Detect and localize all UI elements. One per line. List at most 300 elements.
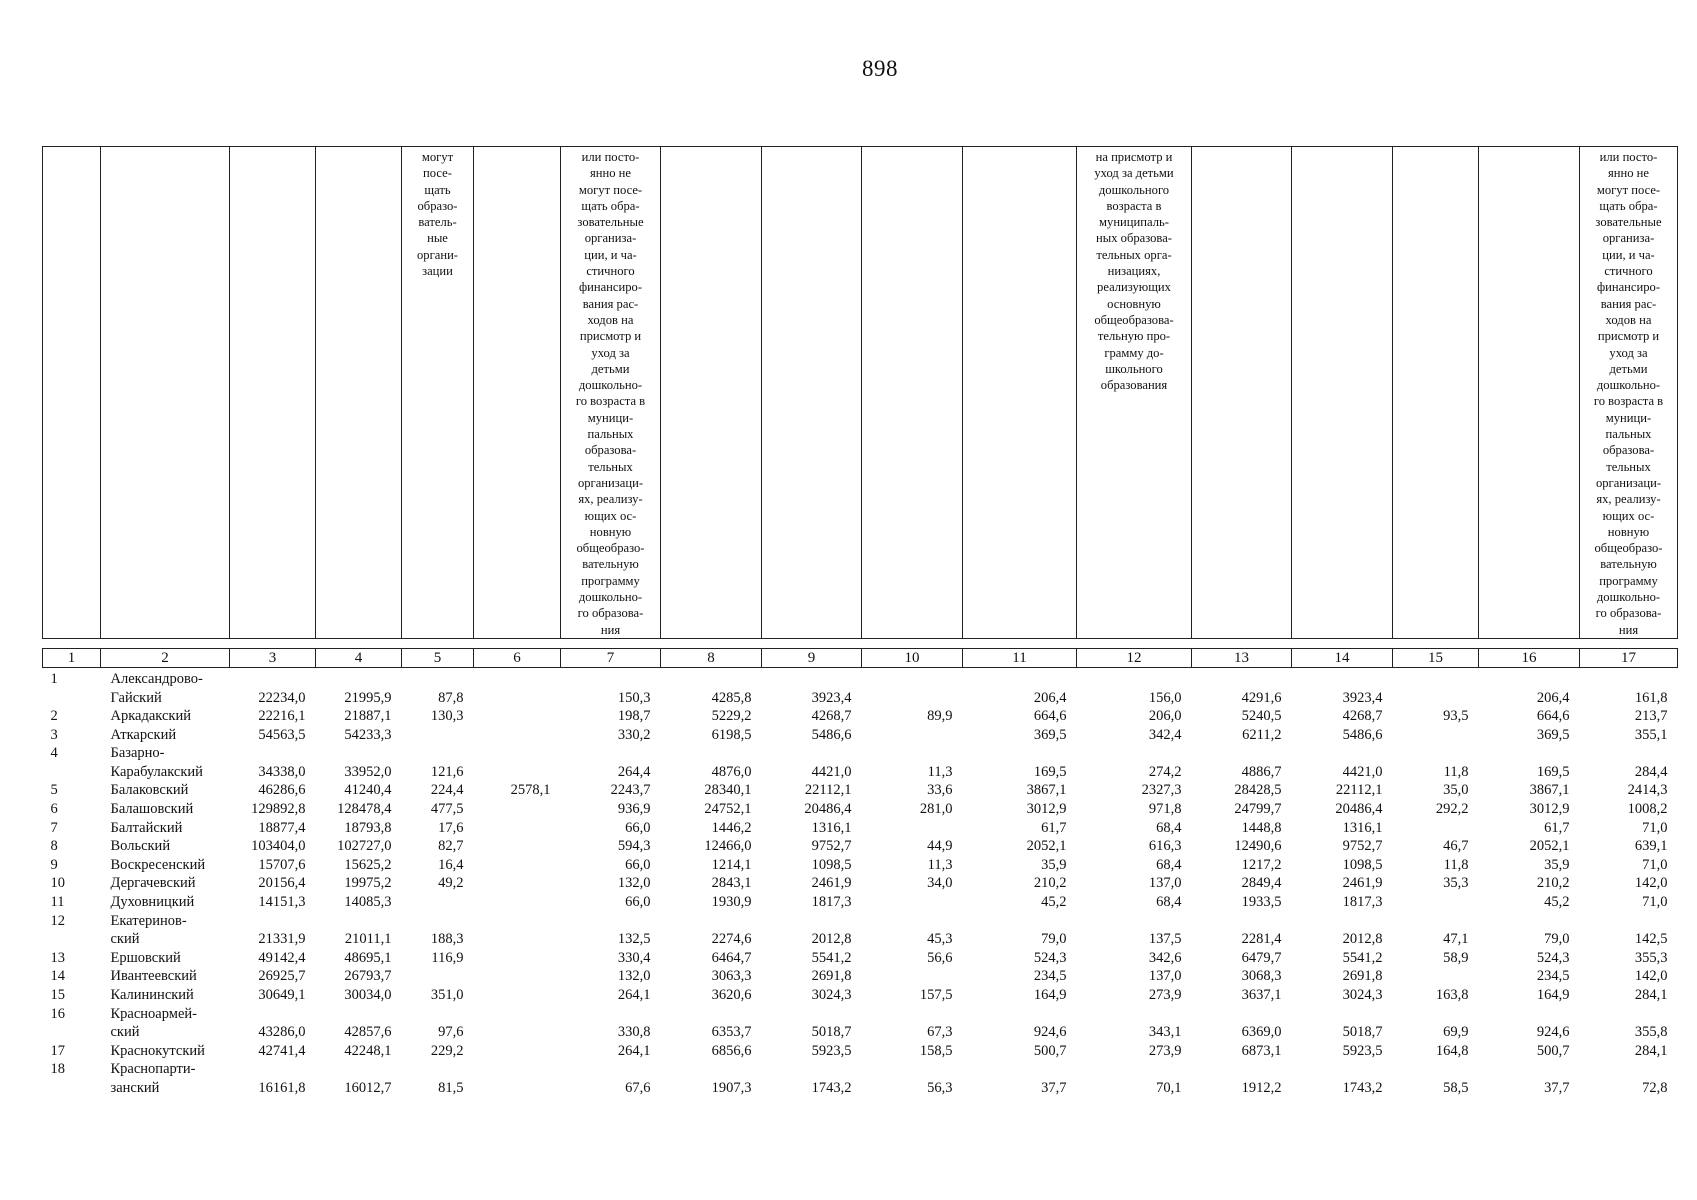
row-number: 2 <box>50 708 58 725</box>
column-number: 10 <box>862 648 963 667</box>
table-row <box>43 781 1678 800</box>
table-cell <box>1292 744 1393 763</box>
table-cell <box>963 667 1077 688</box>
table-cell: 1316,1 <box>811 819 852 836</box>
district-name: Краснокутский <box>110 1042 205 1059</box>
table-cell: 68,4 <box>1156 856 1182 873</box>
table-cell: 11,3 <box>927 856 953 873</box>
table-cell: 16,4 <box>438 856 464 873</box>
table-cell <box>1077 1060 1192 1079</box>
table-cell: 72,8 <box>1642 1079 1668 1096</box>
table-cell: 1912,2 <box>1241 1079 1282 1096</box>
column-number: 9 <box>762 648 862 667</box>
table-cell: 2849,4 <box>1241 875 1282 892</box>
table-cell <box>474 1079 561 1098</box>
table-cell: 206,4 <box>1536 689 1570 706</box>
table-cell <box>402 744 474 763</box>
table-cell: 1817,3 <box>811 894 852 911</box>
table-cell <box>1580 667 1678 688</box>
table-cell: 355,8 <box>1634 1024 1668 1041</box>
table-cell: 66,0 <box>625 856 651 873</box>
table-cell: 1214,1 <box>711 856 752 873</box>
table-cell: 224,4 <box>430 782 464 799</box>
table-cell: 1817,3 <box>1342 894 1383 911</box>
budget-table <box>42 146 1677 1098</box>
table-cell <box>316 912 402 931</box>
table-cell: 22112,1 <box>804 782 852 799</box>
table-cell: 66,0 <box>625 819 651 836</box>
table-cell <box>561 1060 661 1079</box>
table-cell: 3923,4 <box>1342 689 1383 706</box>
header-cell <box>1192 147 1292 639</box>
table-cell <box>1580 744 1678 763</box>
table-cell: 97,6 <box>438 1024 464 1041</box>
table-cell: 70,1 <box>1156 1079 1182 1096</box>
table-cell <box>1192 744 1292 763</box>
district-name: ский <box>110 931 140 948</box>
table-cell <box>402 1005 474 1024</box>
table-cell <box>862 819 963 838</box>
column-number: 2 <box>101 648 230 667</box>
table-cell: 6873,1 <box>1241 1042 1282 1059</box>
table-row <box>43 819 1678 838</box>
district-name: Александрово- <box>110 670 203 687</box>
header-cell <box>101 147 230 639</box>
table-cell <box>561 912 661 931</box>
table-cell: 234,5 <box>1033 968 1067 985</box>
table-cell: 292,2 <box>1435 801 1469 818</box>
table-cell: 2843,1 <box>711 875 752 892</box>
district-name: Карабулакский <box>110 763 203 780</box>
row-number: 13 <box>50 949 65 966</box>
table-cell <box>402 1060 474 1079</box>
table-body <box>43 667 1678 1097</box>
header-text-col5: могут посе- щать образо- ватель- ные органи- зации <box>416 150 459 279</box>
table-cell <box>316 1005 402 1024</box>
table-cell: 43286,0 <box>258 1024 306 1041</box>
table-row <box>43 912 1678 931</box>
table-cell <box>1393 689 1479 708</box>
column-number: 16 <box>1479 648 1580 667</box>
table-cell: 56,3 <box>927 1079 953 1096</box>
table-cell: 5541,2 <box>811 949 852 966</box>
table-cell: 1743,2 <box>1342 1079 1383 1096</box>
table-cell: 264,4 <box>617 763 651 780</box>
table-cell <box>1479 744 1580 763</box>
table-cell: 34338,0 <box>258 763 306 780</box>
table-cell: 137,0 <box>1148 875 1182 892</box>
table-cell: 273,9 <box>1148 987 1182 1003</box>
table-cell <box>862 667 963 688</box>
row-number: 3 <box>50 726 58 743</box>
table-cell: 6211,2 <box>1242 726 1282 743</box>
column-number: 11 <box>963 648 1077 667</box>
district-name: Красноармей- <box>110 1005 197 1022</box>
table-cell: 369,5 <box>1033 726 1067 743</box>
column-number: 12 <box>1077 648 1192 667</box>
table-cell: 142,0 <box>1634 968 1668 985</box>
district-name: Балашовский <box>110 801 194 818</box>
table-cell <box>474 726 561 745</box>
table-cell: 68,4 <box>1156 819 1182 836</box>
table-cell: 188,3 <box>430 931 464 948</box>
header-cell <box>963 147 1077 639</box>
table-cell: 2052,1 <box>1026 838 1067 855</box>
table-row <box>43 1079 1678 1098</box>
table-cell <box>661 1060 762 1079</box>
table-cell: 37,7 <box>1544 1079 1570 1096</box>
table-cell <box>474 819 561 838</box>
table-cell: 42857,6 <box>344 1024 392 1041</box>
table-cell <box>661 667 762 688</box>
table-cell: 500,7 <box>1033 1042 1067 1059</box>
table-cell: 45,2 <box>1544 894 1570 911</box>
table-cell: 21011,1 <box>344 931 392 948</box>
table-cell <box>963 1060 1077 1079</box>
table-cell: 2414,3 <box>1627 782 1668 799</box>
row-number <box>43 763 101 782</box>
row-number <box>43 930 101 949</box>
table-row <box>43 1042 1678 1061</box>
table-cell: 4421,0 <box>1342 763 1383 780</box>
table-cell <box>474 930 561 949</box>
table-cell <box>474 667 561 688</box>
district-name: Балаковский <box>110 782 189 799</box>
table-cell: 5541,2 <box>1342 949 1383 966</box>
table-cell: 229,2 <box>430 1042 464 1059</box>
row-number: 8 <box>50 838 58 855</box>
table-cell: 3867,1 <box>1529 782 1570 799</box>
table-cell: 264,1 <box>617 1042 651 1059</box>
table-cell <box>862 1005 963 1024</box>
table-cell: 4285,8 <box>711 689 752 706</box>
district-name: Краснопарти- <box>110 1061 196 1078</box>
table-cell: 19975,2 <box>344 875 392 892</box>
table-cell: 2461,9 <box>811 875 852 892</box>
table-cell: 54233,3 <box>344 726 392 743</box>
district-name: Ивантеевский <box>110 968 197 985</box>
header-cell <box>316 147 402 639</box>
table-row <box>43 707 1678 726</box>
table-cell: 1446,2 <box>711 819 752 836</box>
table-cell <box>402 726 474 745</box>
row-number <box>43 689 101 708</box>
table-cell: 150,3 <box>617 689 651 706</box>
table-cell: 1098,5 <box>811 856 852 873</box>
table-cell: 206,4 <box>1033 689 1067 706</box>
table-cell: 49,2 <box>438 875 464 892</box>
table-cell <box>1192 1060 1292 1079</box>
table-cell: 61,7 <box>1544 819 1570 836</box>
table-cell: 4886,7 <box>1241 763 1282 780</box>
table-cell: 22112,1 <box>1335 782 1383 799</box>
table-cell <box>1292 912 1393 931</box>
table-cell: 41240,4 <box>344 782 392 799</box>
table-cell: 44,9 <box>927 838 953 855</box>
table-cell: 4876,0 <box>711 763 752 780</box>
column-number: 4 <box>316 648 402 667</box>
table-row <box>43 667 1678 688</box>
table-cell: 69,9 <box>1443 1024 1469 1041</box>
column-number: 8 <box>661 648 762 667</box>
table-cell: 24799,7 <box>1234 801 1282 818</box>
table-cell <box>1393 726 1479 745</box>
table-cell: 664,6 <box>1536 708 1570 725</box>
table-cell: 1907,3 <box>711 1079 752 1096</box>
table-cell: 66,0 <box>625 894 651 911</box>
table-cell: 342,6 <box>1148 949 1182 966</box>
table-cell <box>1479 667 1580 688</box>
table-cell: 45,2 <box>1041 894 1067 911</box>
table-cell: 130,3 <box>430 708 464 725</box>
table-cell <box>474 874 561 893</box>
column-number: 1 <box>43 648 101 667</box>
table-cell <box>561 1005 661 1024</box>
table-cell: 5240,5 <box>1241 708 1282 725</box>
table-cell: 132,0 <box>617 968 651 985</box>
table-cell: 21995,9 <box>344 689 392 706</box>
table-cell: 129892,8 <box>251 801 306 818</box>
table-cell <box>963 1005 1077 1024</box>
table-cell: 16161,8 <box>258 1079 306 1096</box>
row-number: 10 <box>50 875 65 892</box>
table-cell <box>402 893 474 912</box>
table-cell: 198,7 <box>617 708 651 725</box>
table-cell: 58,5 <box>1443 1079 1469 1096</box>
table-cell: 6464,7 <box>711 949 752 966</box>
table-cell <box>230 912 316 931</box>
table-cell <box>230 1005 316 1024</box>
table-cell <box>474 1042 561 1061</box>
table-cell: 3068,3 <box>1241 968 1282 985</box>
table-cell: 2012,8 <box>1342 931 1383 948</box>
table-cell: 1217,2 <box>1241 856 1282 873</box>
table-cell: 210,2 <box>1536 875 1570 892</box>
table-cell: 164,9 <box>1536 987 1570 1003</box>
table-cell: 369,5 <box>1536 726 1570 743</box>
table-cell <box>1393 893 1479 912</box>
table-row <box>43 967 1678 986</box>
table-cell: 4291,6 <box>1241 689 1282 706</box>
table-cell: 524,3 <box>1536 949 1570 966</box>
table-cell <box>762 744 862 763</box>
table-row <box>43 1023 1678 1042</box>
table-cell: 67,3 <box>927 1024 953 1041</box>
table-cell: 281,0 <box>919 801 953 818</box>
table-cell: 93,5 <box>1443 708 1469 725</box>
table-cell: 971,8 <box>1148 801 1182 818</box>
table-cell: 4268,7 <box>811 708 852 725</box>
table-row <box>43 744 1678 763</box>
table-cell: 37,7 <box>1041 1079 1067 1096</box>
table-row <box>43 856 1678 875</box>
table-cell: 273,9 <box>1148 1042 1182 1059</box>
table-cell <box>1192 667 1292 688</box>
table-cell: 6198,5 <box>711 726 752 743</box>
table-cell <box>1192 1005 1292 1024</box>
table-cell: 616,3 <box>1148 838 1182 855</box>
table-cell: 46,7 <box>1443 838 1469 855</box>
table-cell: 54563,5 <box>258 726 306 743</box>
table-cell: 116,9 <box>431 949 464 966</box>
district-name: Духовницкий <box>110 894 195 911</box>
table-cell: 524,3 <box>1033 949 1067 966</box>
table-cell: 3923,4 <box>811 689 852 706</box>
table-row <box>43 874 1678 893</box>
table-cell <box>402 967 474 986</box>
table-cell: 2012,8 <box>811 931 852 948</box>
table-cell: 477,5 <box>430 801 464 818</box>
table-cell: 639,1 <box>1634 838 1668 855</box>
table-cell: 936,9 <box>617 801 651 818</box>
table-row <box>43 893 1678 912</box>
table-cell <box>1077 744 1192 763</box>
row-number: 18 <box>50 1061 65 1078</box>
table-cell: 61,7 <box>1041 819 1067 836</box>
table-cell: 284,4 <box>1634 763 1668 780</box>
table-cell: 2461,9 <box>1342 875 1383 892</box>
district-name: Балтайский <box>110 819 183 836</box>
column-number: 14 <box>1292 648 1393 667</box>
header-text-col17: или посто- янно не могут посе- щать обра- зовательные организа- ции, и ча- стичного финансиро- вания рас- ходов на присмотр и уход за детьми дошкольно- го возраста в муници- пальных образова- тельных организаци- ях, реализу- ющих ос- новную общеобразо- вательную программу дошкольно- го образова- ния <box>1593 150 1664 637</box>
column-number: 7 <box>561 648 661 667</box>
table-cell <box>474 856 561 875</box>
header-cell <box>1292 147 1393 639</box>
table-cell: 3024,3 <box>811 987 852 1003</box>
table-cell: 164,9 <box>1033 987 1067 1003</box>
table-cell <box>1393 819 1479 838</box>
table-cell: 355,3 <box>1634 949 1668 966</box>
district-name: занский <box>110 1079 160 1096</box>
row-number: 4 <box>50 745 58 762</box>
header-cell <box>230 147 316 639</box>
table-cell <box>474 893 561 912</box>
table-cell: 284,1 <box>1634 1042 1668 1059</box>
table-cell <box>1077 667 1192 688</box>
column-number: 17 <box>1580 648 1678 667</box>
table-cell: 1008,2 <box>1627 801 1668 818</box>
table-cell: 5923,5 <box>811 1042 852 1059</box>
table-cell: 6369,0 <box>1241 1024 1282 1041</box>
table-cell <box>474 744 561 763</box>
table-cell <box>474 763 561 782</box>
table-cell <box>474 967 561 986</box>
table-cell: 17,6 <box>438 819 464 836</box>
table-cell: 2691,8 <box>811 968 852 985</box>
table-cell: 35,9 <box>1544 856 1570 873</box>
table-cell: 2578,1 <box>510 782 551 799</box>
row-number: 9 <box>50 856 58 873</box>
table-cell: 33952,0 <box>344 763 392 780</box>
table-cell: 2052,1 <box>1529 838 1570 855</box>
table-cell: 6479,7 <box>1241 949 1282 966</box>
table-cell: 234,5 <box>1536 968 1570 985</box>
header-cell-col17 <box>1580 147 1678 639</box>
table-cell: 30649,1 <box>258 987 306 1003</box>
row-number: 1 <box>50 670 58 687</box>
table-cell: 137,5 <box>1148 931 1182 948</box>
table-cell: 1316,1 <box>1342 819 1383 836</box>
table-cell <box>316 744 402 763</box>
table-cell: 67,6 <box>625 1079 651 1096</box>
table-cell: 6353,7 <box>711 1024 752 1041</box>
table-cell <box>474 1023 561 1042</box>
table-cell <box>474 912 561 931</box>
table-cell <box>474 689 561 708</box>
table-cell <box>661 744 762 763</box>
table-cell <box>402 912 474 931</box>
table-cell: 35,3 <box>1443 875 1469 892</box>
table-row <box>43 800 1678 819</box>
table-cell: 264,1 <box>617 987 651 1003</box>
table-cell <box>230 1060 316 1079</box>
table-cell: 22234,0 <box>258 689 306 706</box>
table-row <box>43 689 1678 708</box>
table-cell: 1448,8 <box>1241 819 1282 836</box>
row-number: 15 <box>50 987 65 1003</box>
table-cell <box>474 949 561 968</box>
table-cell <box>1393 967 1479 986</box>
table-row <box>43 930 1678 949</box>
table-cell <box>862 967 963 986</box>
header-cell <box>1479 147 1580 639</box>
table-cell: 156,0 <box>1148 689 1182 706</box>
header-cell-col7 <box>561 147 661 639</box>
table-cell: 9752,7 <box>1342 838 1383 855</box>
table-cell: 4268,7 <box>1342 708 1383 725</box>
table-cell: 274,2 <box>1148 763 1182 780</box>
table-cell: 79,0 <box>1544 931 1570 948</box>
table-cell: 132,0 <box>617 875 651 892</box>
table-cell: 68,4 <box>1156 894 1182 911</box>
table-cell: 2327,3 <box>1141 782 1182 799</box>
table-cell: 284,1 <box>1634 987 1668 1003</box>
table-cell: 137,0 <box>1148 968 1182 985</box>
table-cell: 210,2 <box>1033 875 1067 892</box>
header-continuation-row <box>43 147 1678 639</box>
table-cell: 24752,1 <box>704 801 752 818</box>
table-cell: 26925,7 <box>258 968 306 985</box>
table-cell: 3024,3 <box>1342 987 1383 1003</box>
table-cell <box>230 744 316 763</box>
table-cell: 5018,7 <box>811 1024 852 1041</box>
table-cell: 103404,0 <box>251 838 306 855</box>
table-cell: 49142,4 <box>258 949 306 966</box>
table-cell: 213,7 <box>1634 708 1668 725</box>
table-cell <box>230 667 316 688</box>
table-cell: 343,1 <box>1148 1024 1182 1041</box>
table-cell <box>316 1060 402 1079</box>
table-cell: 87,8 <box>438 689 464 706</box>
table-cell: 21887,1 <box>344 708 392 725</box>
table-cell: 206,0 <box>1148 708 1182 725</box>
table-cell: 169,5 <box>1033 763 1067 780</box>
row-number: 16 <box>50 1005 65 1022</box>
table-cell: 20156,4 <box>258 875 306 892</box>
header-cell <box>474 147 561 639</box>
row-number: 11 <box>50 894 65 911</box>
table-cell: 5486,6 <box>811 726 852 743</box>
table-cell <box>402 667 474 688</box>
table-cell: 42741,4 <box>258 1042 306 1059</box>
table-cell: 22216,1 <box>258 708 306 725</box>
table-cell: 89,9 <box>927 708 953 725</box>
table-cell <box>474 837 561 856</box>
column-number: 13 <box>1192 648 1292 667</box>
table-cell <box>1292 667 1393 688</box>
table-cell: 21331,9 <box>258 931 306 948</box>
table-cell <box>561 667 661 688</box>
